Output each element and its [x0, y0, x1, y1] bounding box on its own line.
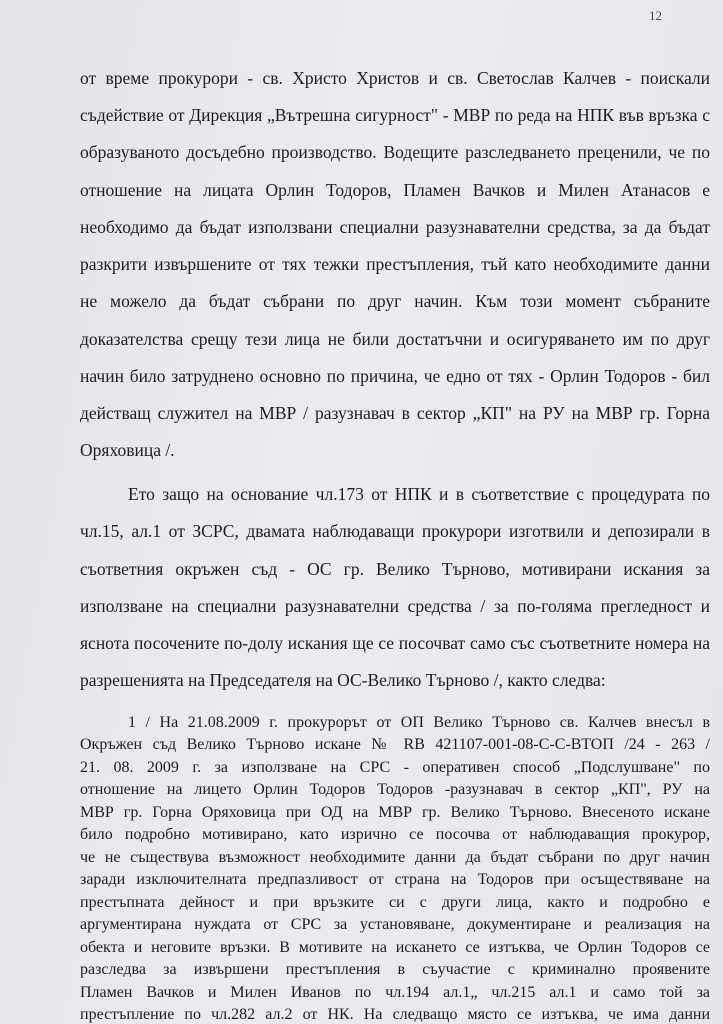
- text-line: използване на специални разузнавателни средства / за по-голяма прегледност и: [80, 596, 710, 616]
- text-line: престъпната дейност и при връзките си с други лица, както и подробно е: [80, 894, 710, 911]
- text-line: необходимо да бъдат използвани специални разузнавателни средства, за да бъдат: [80, 217, 710, 237]
- text-line: разкрити извършените от тях тежки престъпления, тъй като необходимите данни: [80, 254, 710, 274]
- text-line: съдействие от Дирекция „Вътрешна сигурност" - МВР по реда на НПК във връзка с: [80, 105, 710, 125]
- text-line: 1 / На 21.08.2009 г. прокурорът от ОП Велико Търново св. Калчев внесъл в: [128, 714, 710, 731]
- text-line: яснота посочените по-долу искания ще се посочват само със съответните номера на: [80, 633, 710, 653]
- text-line: че не съществува възможност необходимите данни да бъдат събрани по друг начин: [80, 849, 710, 866]
- page-number: 12: [649, 8, 662, 23]
- text-line: 21. 08. 2009 г. за използване на СРС - оперативен способ „Подслушване" по: [80, 759, 710, 776]
- text-line: престъпление по чл.282 ал.2 от НК. На следващо място се изтъква, че има данни: [80, 1006, 710, 1023]
- text-line: Окръжен съд Велико Търново искане № RB 421107-001-08-С-С-ВТОП /24 - 263 /: [80, 736, 710, 753]
- text-line: заради изключителната предпазливост от страна на Тодоров при осъществяване на: [80, 871, 710, 888]
- text-line: МВР гр. Горна Оряховица при ОД на МВР гр. Велико Търново. Внесеното искане: [80, 804, 710, 821]
- text-line: не можело да бъдат събрани по друг начин. Към този момент събраните: [80, 291, 710, 311]
- text-line: Оряховица /.: [80, 440, 175, 460]
- text-line: отношение на лицето Орлин Тодоров Тодоров -разузнавач в сектор „КП", РУ на: [80, 781, 710, 798]
- text-line: отношение на лицата Орлин Тодоров, Пламен Вачков и Милен Атанасов е: [80, 180, 710, 200]
- text-line: образуваното досъдебно производство. Водещите разследването преценили, че по: [80, 142, 710, 162]
- text-line: доказателства срещу тези лица не били достатъчни и осигуряването им по друг: [80, 329, 710, 349]
- text-line: Пламен Вачков и Милен Иванов по чл.194 ал.1„ чл.215 ал.1 и само той за: [80, 984, 710, 1001]
- text-line: аргументирана нуждата от СРС за установяване, документиране и реализация на: [80, 916, 710, 933]
- text-line: Ето защо на основание чл.173 от НПК и в съответствие с процедурата по: [128, 484, 710, 504]
- text-line: било подробно мотивирано, като изрично се посочва от наблюдаващия прокурор,: [80, 826, 710, 843]
- text-line: обекта и неговите връзки. В мотивите на искането се изтъква, че Орлин Тодоров се: [80, 939, 710, 956]
- text-line: действащ служител на МВР / разузнавач в сектор „КП" на РУ на МВР гр. Горна: [80, 403, 710, 423]
- text-line: начин било затруднено основно по причина, че едно от тях - Орлин Тодоров - бил: [80, 366, 710, 386]
- text-line: разрешенията на Председателя на ОС-Велико Търново /, както следва:: [80, 670, 606, 690]
- text-line: чл.15, ал.1 от ЗСРС, двамата наблюдаващи прокурори изготвили и депозирали в: [80, 521, 710, 541]
- text-line: разследва за извършени престъпления в съучастие с криминално проявените: [80, 961, 710, 978]
- text-line: съответния окръжен съд - ОС гр. Велико Търново, мотивирани искания за: [80, 559, 710, 579]
- text-line: от време прокурори - св. Христо Христов и св. Светослав Калчев - поискали: [80, 68, 710, 88]
